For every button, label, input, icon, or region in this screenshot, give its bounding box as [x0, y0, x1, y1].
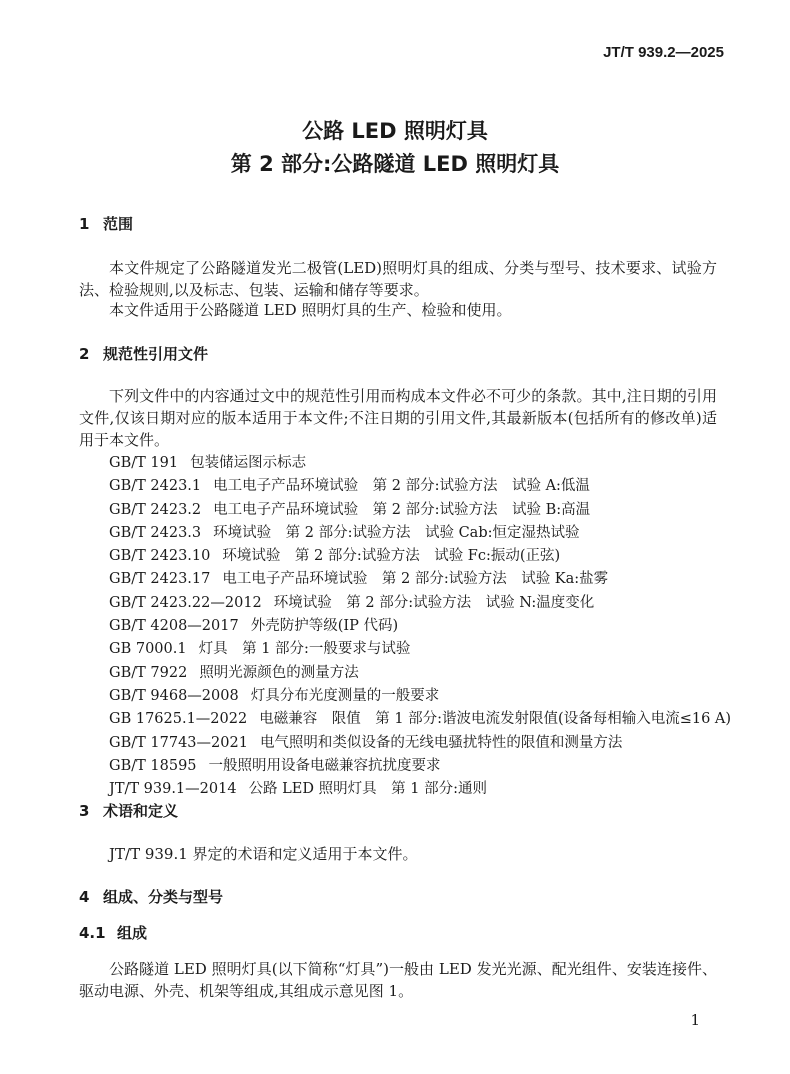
reference-name: 公路 LED 照明灯具 第 1 部分:通则	[248, 781, 487, 798]
section-1-number: 1	[79, 215, 90, 233]
section-3-heading	[79, 800, 178, 821]
reference-item	[109, 545, 731, 568]
reference-code: GB/T 4208—2017	[109, 618, 239, 635]
reference-name: 包装储运图示标志	[190, 455, 307, 471]
section-4-1-number: 4.1	[79, 924, 106, 942]
reference-item	[109, 499, 731, 522]
reference-name: 电气照明和类似设备的无线电骚扰特性的限值和测量方法	[259, 734, 623, 751]
reference-item	[109, 592, 731, 615]
reference-name: 外壳防护等级(IP 代码)	[250, 618, 399, 635]
reference-name: 一般照明用设备电磁兼容抗扰度要求	[208, 757, 441, 774]
section-4-number: 4	[79, 888, 90, 906]
document-title-line1: 公路 LED 照明灯具	[302, 119, 488, 143]
reference-code: GB/T 2423.1	[109, 478, 202, 495]
section-4-title: 组成、分类与型号	[103, 888, 224, 906]
reference-name: 环境试验 第 2 部分:试验方法 试验 Cab:恒定湿热试验	[213, 524, 580, 541]
reference-name: 电工电子产品环境试验 第 2 部分:试验方法 试验 A:低温	[213, 478, 590, 495]
reference-code: GB/T 2423.17	[109, 571, 211, 588]
section-1-heading	[79, 213, 133, 234]
scope-paragraph-1: 本文件规定了公路隧道发光二极管(LED)照明灯具的组成、分类与型号、技术要求、试验方法、检验规则,以及标志、包装、运输和储存等要求。	[79, 259, 717, 299]
reference-item	[109, 662, 731, 685]
composition-paragraph: 公路隧道 LED 照明灯具(以下简称“灯具”)一般由 LED 发光光源、配光组件、安装连接件、驱动电源、外壳、机架等组成,其组成示意见图 1。	[79, 960, 717, 1000]
section-4-1-heading	[79, 922, 147, 943]
reference-name: 电工电子产品环境试验 第 2 部分:试验方法 试验 B:高温	[213, 501, 591, 518]
section-4-1-title: 组成	[117, 924, 148, 942]
reference-name: 灯具分布光度测量的一般要求	[250, 687, 440, 704]
reference-code: GB/T 18595	[109, 757, 197, 774]
section-2-number: 2	[79, 345, 90, 363]
reference-name: 环境试验 第 2 部分:试验方法 试验 Fc:振动(正弦)	[222, 548, 561, 565]
reference-item	[109, 522, 731, 545]
reference-name: 环境试验 第 2 部分:试验方法 试验 N:温度变化	[273, 594, 595, 611]
section-2-title: 规范性引用文件	[103, 345, 209, 363]
reference-code: GB/T 17743—2021	[109, 734, 248, 751]
reference-name: 照明光源颜色的测量方法	[199, 664, 359, 681]
reference-code: GB/T 191	[109, 455, 179, 471]
section-1-title: 范围	[103, 215, 134, 233]
terms-paragraph: JT/T 939.1 界定的术语和定义适用于本文件。	[109, 845, 418, 863]
reference-item	[109, 732, 731, 755]
page-number: 1	[690, 1011, 700, 1029]
reference-item	[109, 475, 731, 498]
document-title-line2: 第 2 部分:公路隧道 LED 照明灯具	[230, 152, 560, 176]
section-3-title: 术语和定义	[103, 802, 179, 820]
section-4-heading	[79, 886, 223, 907]
reference-name: 电磁兼容 限值 第 1 部分:谐波电流发射限值(设备每相输入电流≤16 A)	[259, 711, 732, 728]
reference-code: GB/T 2423.2	[109, 501, 202, 518]
reference-item	[109, 638, 731, 661]
scope-paragraph-2: 本文件适用于公路隧道 LED 照明灯具的生产、检验和使用。	[109, 301, 512, 319]
reference-item	[109, 755, 731, 778]
reference-item	[109, 568, 731, 591]
reference-name: 灯具 第 1 部分:一般要求与试验	[198, 641, 411, 658]
normative-intro-paragraph: 下列文件中的内容通过文中的规范性引用而构成本文件必不可少的条款。其中,注日期的引用文件,仅该日期对应的版本适用于本文件;不注日期的引用文件,其最新版本(包括所有的修改单)适用于本文件。	[79, 387, 717, 449]
reference-item	[109, 615, 731, 638]
reference-code: GB/T 7922	[109, 664, 188, 681]
reference-item	[109, 685, 731, 708]
reference-code: GB 7000.1	[109, 641, 187, 658]
reference-code: GB/T 2423.10	[109, 548, 211, 565]
reference-code: GB/T 2423.22—2012	[109, 594, 262, 611]
reference-name: 电工电子产品环境试验 第 2 部分:试验方法 试验 Ka:盐雾	[222, 571, 609, 588]
reference-code: GB/T 2423.3	[109, 524, 202, 541]
section-3-number: 3	[79, 802, 90, 820]
reference-item	[109, 708, 731, 731]
reference-code: GB/T 9468—2008	[109, 687, 239, 704]
reference-item	[109, 778, 731, 801]
reference-item	[109, 452, 731, 475]
reference-code: JT/T 939.1—2014	[109, 781, 237, 798]
reference-code: GB 17625.1—2022	[109, 711, 248, 728]
standard-code: JT/T 939.2—2025	[603, 44, 724, 61]
reference-list	[109, 452, 731, 801]
section-2-heading	[79, 343, 208, 364]
